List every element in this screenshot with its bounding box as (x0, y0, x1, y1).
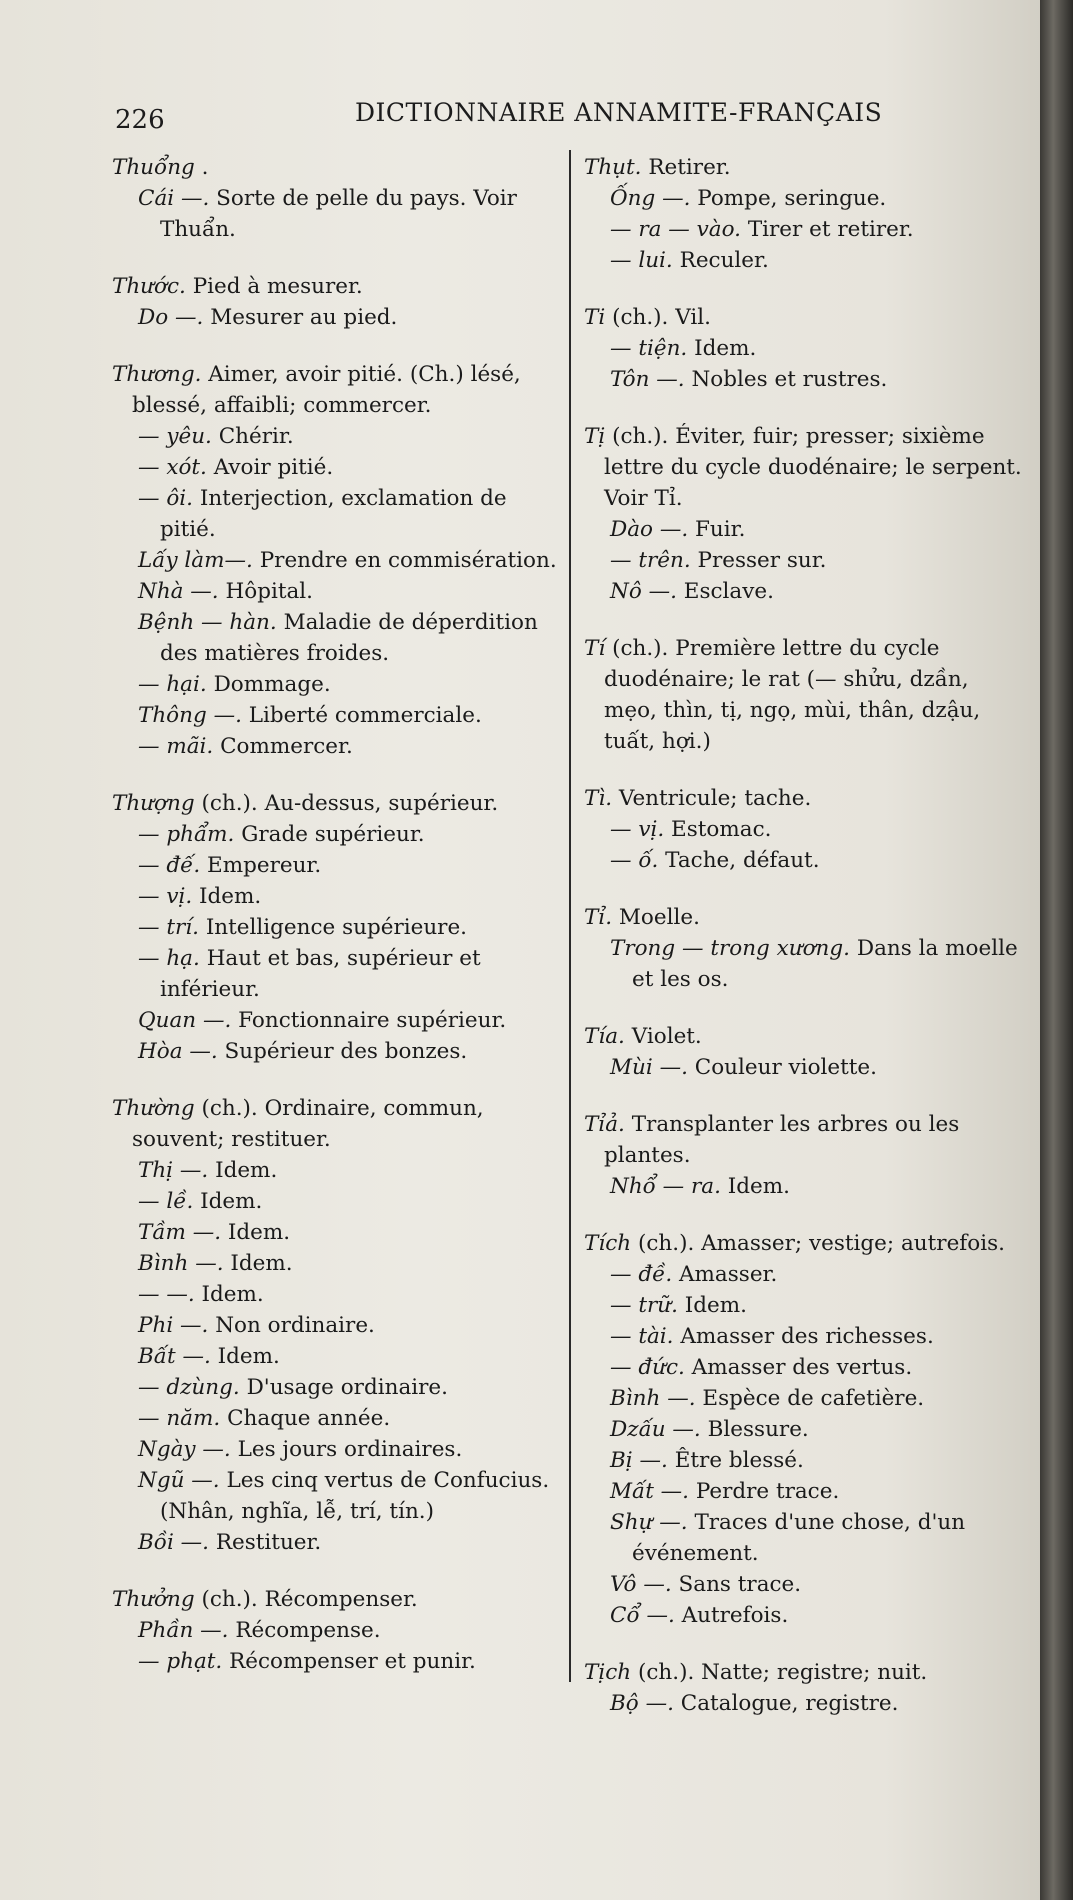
sub-definition: Récompenser et punir. (229, 1649, 476, 1674)
headword-line (112, 152, 564, 183)
headword: Tích (584, 1231, 632, 1256)
sub-definition: Idem. (230, 1251, 293, 1276)
dictionary-entry (112, 1584, 564, 1677)
sub-definition: Intelligence supérieure. (205, 915, 468, 940)
sub-term: — trữ. (610, 1293, 678, 1318)
sub-definition: Les jours ordinaires. (237, 1437, 463, 1462)
sub-term: — dzùng. (138, 1375, 240, 1400)
sub-definition: Chaque année. (227, 1406, 391, 1431)
sub-entry (584, 183, 1024, 214)
sub-term: — trên. (610, 548, 691, 573)
headword-definition: (ch.). Amasser; vestige; autrefois. (637, 1231, 1005, 1256)
sub-term: — năm. (138, 1406, 221, 1431)
sub-term: — trí. (138, 915, 199, 940)
headword-definition: (ch.). Natte; registre; nuit. (637, 1660, 928, 1685)
sub-definition: Idem. (727, 1174, 790, 1199)
right-column (584, 152, 1024, 1745)
sub-definition: Avoir pitié. (213, 455, 334, 480)
sub-entry (112, 1434, 564, 1465)
sub-term: Phần —. (138, 1618, 229, 1643)
sub-definition: Fuir. (695, 517, 746, 542)
sub-definition: Être blessé. (674, 1448, 804, 1473)
sub-definition: Espèce de cafetière. (702, 1386, 925, 1411)
sub-entry (112, 607, 564, 669)
page-edge-shadow (1040, 0, 1073, 1900)
sub-term: — —. (138, 1282, 195, 1307)
sub-entry (112, 669, 564, 700)
sub-entry (112, 1155, 564, 1186)
sub-entry (112, 1036, 564, 1067)
dictionary-entry (584, 1109, 1024, 1202)
sub-entry (112, 1186, 564, 1217)
sub-definition: Dommage. (213, 672, 331, 697)
headword-line (584, 302, 1024, 333)
sub-definition: Autrefois. (681, 1603, 789, 1628)
sub-term: Do —. (138, 305, 204, 330)
sub-term: Shự —. (610, 1510, 688, 1535)
running-head: DICTIONNAIRE ANNAMITE-FRANÇAIS (355, 98, 883, 127)
sub-definition: Hôpital. (225, 579, 314, 604)
sub-entry (112, 1005, 564, 1036)
dictionary-entry (584, 1228, 1024, 1631)
sub-definition: Tirer et retirer. (747, 217, 914, 242)
sub-entry (584, 1052, 1024, 1083)
headword-definition: Ventricule; tache. (618, 786, 812, 811)
sub-term: Ống —. (610, 186, 691, 211)
dictionary-entry (584, 783, 1024, 876)
headword-definition: (ch.). Première lettre du cycle duodénaire; le rat (— shửu, dzần, mẹo, thìn, tị, ngọ, mùi, thân, dzậu, tuất, hợi.) (604, 636, 981, 754)
sub-term: Tôn —. (610, 367, 685, 392)
sub-entry (584, 1290, 1024, 1321)
sub-entry (112, 850, 564, 881)
headword-definition: Moelle. (618, 905, 700, 930)
sub-entry (584, 1414, 1024, 1445)
sub-definition: Commercer. (220, 734, 353, 759)
sub-entry (584, 514, 1024, 545)
sub-entry (584, 576, 1024, 607)
sub-entry (584, 1476, 1024, 1507)
dictionary-entry (584, 152, 1024, 276)
sub-term: — hạ. (138, 946, 200, 971)
sub-definition: Empereur. (207, 853, 322, 878)
sub-entry (584, 1321, 1024, 1352)
dictionary-entry (584, 1021, 1024, 1083)
sub-entry (584, 1171, 1024, 1202)
headword-definition: (ch.). Au-dessus, supérieur. (201, 791, 499, 816)
sub-entry (584, 214, 1024, 245)
sub-entry (584, 545, 1024, 576)
sub-entry (112, 1248, 564, 1279)
headword-definition: Aimer, avoir pitié. (Ch.) lésé, blessé, affaibli; commercer. (132, 362, 521, 418)
sub-entry (112, 452, 564, 483)
sub-term: — đức. (610, 1355, 685, 1380)
sub-term: — tiện. (610, 336, 688, 361)
sub-term: Hòa —. (138, 1039, 218, 1064)
sub-term: — hại. (138, 672, 207, 697)
sub-entry (112, 1341, 564, 1372)
sub-entry (112, 731, 564, 762)
sub-definition: Idem. (217, 1344, 280, 1369)
headword-definition: (ch.). Éviter, fuir; presser; sixième lettre du cycle duodénaire; le serpent. Voir Tỉ. (604, 424, 1022, 511)
sub-entry (112, 1527, 564, 1558)
sub-definition: Récompense. (235, 1618, 381, 1643)
headword-line (112, 1584, 564, 1615)
sub-definition: Nobles et rustres. (691, 367, 888, 392)
sub-definition: Chérir. (218, 424, 294, 449)
headword: Tí (584, 636, 606, 661)
sub-term: — lui. (610, 248, 673, 273)
sub-term: — phẩm. (138, 822, 235, 847)
sub-definition: Amasser. (679, 1262, 778, 1287)
sub-entry (112, 819, 564, 850)
sub-entry (112, 1372, 564, 1403)
sub-entry (112, 421, 564, 452)
headword-line (112, 359, 564, 421)
headword-definition: (ch.). Ordinaire, commun, souvent; restituer. (132, 1096, 484, 1152)
sub-definition: Fonctionnaire supérieur. (238, 1008, 507, 1033)
sub-term: — phạt. (138, 1649, 223, 1674)
headword-definition: Pied à mesurer. (192, 274, 363, 299)
sub-entry (584, 1600, 1024, 1631)
sub-entry (584, 364, 1024, 395)
sub-term: Phi —. (138, 1313, 209, 1338)
headword-line (584, 1657, 1024, 1688)
headword-definition: Transplanter les arbres ou les plantes. (604, 1112, 960, 1168)
headword-line (584, 421, 1024, 514)
headword-definition: . (201, 155, 209, 180)
sub-definition: Idem. (684, 1293, 747, 1318)
sub-definition: Presser sur. (697, 548, 827, 573)
sub-term: Vô —. (610, 1572, 672, 1597)
sub-term: — lề. (138, 1189, 194, 1214)
headword-line (584, 152, 1024, 183)
headword-definition: Violet. (631, 1024, 702, 1049)
page-number: 226 (115, 105, 165, 135)
headword: Thường (112, 1096, 195, 1121)
sub-definition: Couleur violette. (694, 1055, 877, 1080)
headword-line (584, 633, 1024, 757)
sub-definition: Dans la moelle et les os. (632, 936, 1018, 992)
sub-entry (112, 1403, 564, 1434)
sub-definition: Idem. (227, 1220, 291, 1245)
headword: Ti (584, 305, 606, 330)
headword-line (584, 1109, 1024, 1171)
headword: Thương. (112, 362, 202, 387)
headword: Thụt. (584, 155, 642, 180)
sub-term: Ngày —. (138, 1437, 231, 1462)
headword-line (112, 1093, 564, 1155)
sub-entry (112, 1310, 564, 1341)
sub-entry (112, 700, 564, 731)
sub-definition: Amasser des richesses. (680, 1324, 934, 1349)
sub-definition: Sorte de pelle du pays. Voir Thuẩn. (160, 186, 517, 242)
sub-definition: D'usage ordinaire. (246, 1375, 448, 1400)
headword-line (112, 788, 564, 819)
sub-definition: Les cinq vertus de Confucius. (Nhân, nghĩa, lễ, trí, tín.) (160, 1468, 550, 1524)
sub-entry (112, 302, 564, 333)
sub-definition: Idem. (201, 1282, 264, 1307)
column-rule (569, 150, 571, 1682)
sub-definition: Supérieur des bonzes. (224, 1039, 468, 1064)
sub-entry (584, 333, 1024, 364)
sub-term: Trong — trong xương. (610, 936, 851, 961)
sub-entry (584, 1383, 1024, 1414)
sub-term: Thông —. (138, 703, 242, 728)
sub-term: Thị —. (138, 1158, 209, 1183)
sub-term: Dào —. (610, 517, 689, 542)
sub-definition: Non ordinaire. (215, 1313, 375, 1338)
sub-definition: Estomac. (671, 817, 772, 842)
sub-term: — vị. (138, 884, 193, 909)
sub-term: — đề. (610, 1262, 673, 1287)
sub-term: Bình —. (610, 1386, 696, 1411)
sub-term: Ngũ —. (138, 1468, 220, 1493)
sub-definition: Prendre en commisération. (259, 548, 557, 573)
headword-definition: (ch.). Vil. (612, 305, 711, 330)
headword-line (584, 902, 1024, 933)
sub-term: — tài. (610, 1324, 674, 1349)
sub-entry (584, 1688, 1024, 1719)
headword-definition: Retirer. (648, 155, 731, 180)
sub-definition: Reculer. (679, 248, 769, 273)
dictionary-entry (112, 359, 564, 762)
sub-term: Cổ —. (610, 1603, 675, 1628)
headword-definition: (ch.). Récompenser. (201, 1587, 418, 1612)
headword-line (584, 783, 1024, 814)
sub-term: — ôi. (138, 486, 193, 511)
sub-entry (584, 933, 1024, 995)
sub-term: Quan —. (138, 1008, 232, 1033)
headword: Tỉả. (584, 1112, 625, 1137)
sub-term: Tầm —. (138, 1220, 222, 1245)
dictionary-entry (112, 1093, 564, 1558)
sub-definition: Idem. (199, 884, 262, 909)
dictionary-entry (584, 633, 1024, 757)
sub-definition: Idem. (215, 1158, 278, 1183)
sub-term: Nhà —. (138, 579, 219, 604)
headword: Tỉ. (584, 905, 613, 930)
sub-term: Bất —. (138, 1344, 211, 1369)
headword-line (112, 271, 564, 302)
sub-entry (112, 1217, 564, 1248)
sub-definition: Perdre trace. (695, 1479, 840, 1504)
sub-definition: Tache, défaut. (665, 848, 820, 873)
dictionary-entry (584, 1657, 1024, 1719)
headword: Thượng (112, 791, 195, 816)
sub-entry (112, 576, 564, 607)
sub-definition: Liberté commerciale. (248, 703, 482, 728)
sub-definition: Restituer. (215, 1530, 322, 1555)
sub-term: — yêu. (138, 424, 212, 449)
sub-entry (112, 912, 564, 943)
sub-term: — ra — vào. (610, 217, 741, 242)
sub-entry (584, 1445, 1024, 1476)
sub-term: Nhổ — ra. (610, 1174, 721, 1199)
sub-entry (112, 183, 564, 245)
sub-definition: Sans trace. (678, 1572, 802, 1597)
headword: Tía. (584, 1024, 625, 1049)
sub-definition: Maladie de déperdition des matières froides. (160, 610, 538, 666)
sub-term: Lấy làm—. (138, 548, 253, 573)
sub-entry (584, 1507, 1024, 1569)
sub-term: Mất —. (610, 1479, 689, 1504)
sub-entry (584, 814, 1024, 845)
sub-entry (584, 1569, 1024, 1600)
headword: Thuổng (112, 155, 195, 180)
sub-definition: Idem. (694, 336, 757, 361)
dictionary-entry (584, 421, 1024, 607)
sub-entry (584, 1259, 1024, 1290)
sub-definition: Blessure. (707, 1417, 809, 1442)
sub-term: — mãi. (138, 734, 214, 759)
sub-term: Cái —. (138, 186, 210, 211)
dictionary-entry (112, 271, 564, 333)
sub-entry (112, 1279, 564, 1310)
sub-term: Bồi —. (138, 1530, 209, 1555)
sub-definition: Grade supérieur. (241, 822, 425, 847)
sub-entry (112, 943, 564, 1005)
sub-entry (112, 1465, 564, 1527)
dictionary-entry (584, 302, 1024, 395)
dictionary-entry (584, 902, 1024, 995)
headword-line (584, 1021, 1024, 1052)
headword: Tịch (584, 1660, 632, 1685)
sub-definition: Amasser des vertus. (691, 1355, 913, 1380)
sub-entry (584, 1352, 1024, 1383)
headword: Tị (584, 424, 606, 449)
dictionary-entry (112, 788, 564, 1067)
sub-term: Bị —. (610, 1448, 668, 1473)
sub-term: Bình —. (138, 1251, 224, 1276)
sub-term: Mùi —. (610, 1055, 688, 1080)
sub-definition: Mesurer au pied. (210, 305, 398, 330)
sub-term: Bệnh — hàn. (138, 610, 277, 635)
sub-term: — ố. (610, 848, 659, 873)
sub-entry (112, 1646, 564, 1677)
dictionary-entry (112, 152, 564, 245)
headword-line (584, 1228, 1024, 1259)
sub-definition: Haut et bas, supérieur et inférieur. (160, 946, 481, 1002)
sub-entry (584, 845, 1024, 876)
headword: Thưởng (112, 1587, 195, 1612)
sub-term: Bộ —. (610, 1691, 674, 1716)
headword: Tì. (584, 786, 613, 811)
sub-definition: Traces d'une chose, d'un événement. (632, 1510, 966, 1566)
sub-term: Nô —. (610, 579, 677, 604)
headword: Thước. (112, 274, 186, 299)
sub-definition: Idem. (200, 1189, 263, 1214)
sub-definition: Esclave. (683, 579, 774, 604)
sub-term: Dzấu —. (610, 1417, 701, 1442)
sub-entry (112, 483, 564, 545)
sub-entry (112, 1615, 564, 1646)
sub-entry (112, 545, 564, 576)
sub-term: — xót. (138, 455, 207, 480)
sub-definition: Pompe, seringue. (697, 186, 887, 211)
sub-definition: Catalogue, registre. (680, 1691, 899, 1716)
left-column (112, 152, 564, 1703)
sub-definition: Interjection, exclamation de pitié. (160, 486, 507, 542)
sub-term: — đế. (138, 853, 201, 878)
sub-term: — vị. (610, 817, 665, 842)
sub-entry (584, 245, 1024, 276)
sub-entry (112, 881, 564, 912)
